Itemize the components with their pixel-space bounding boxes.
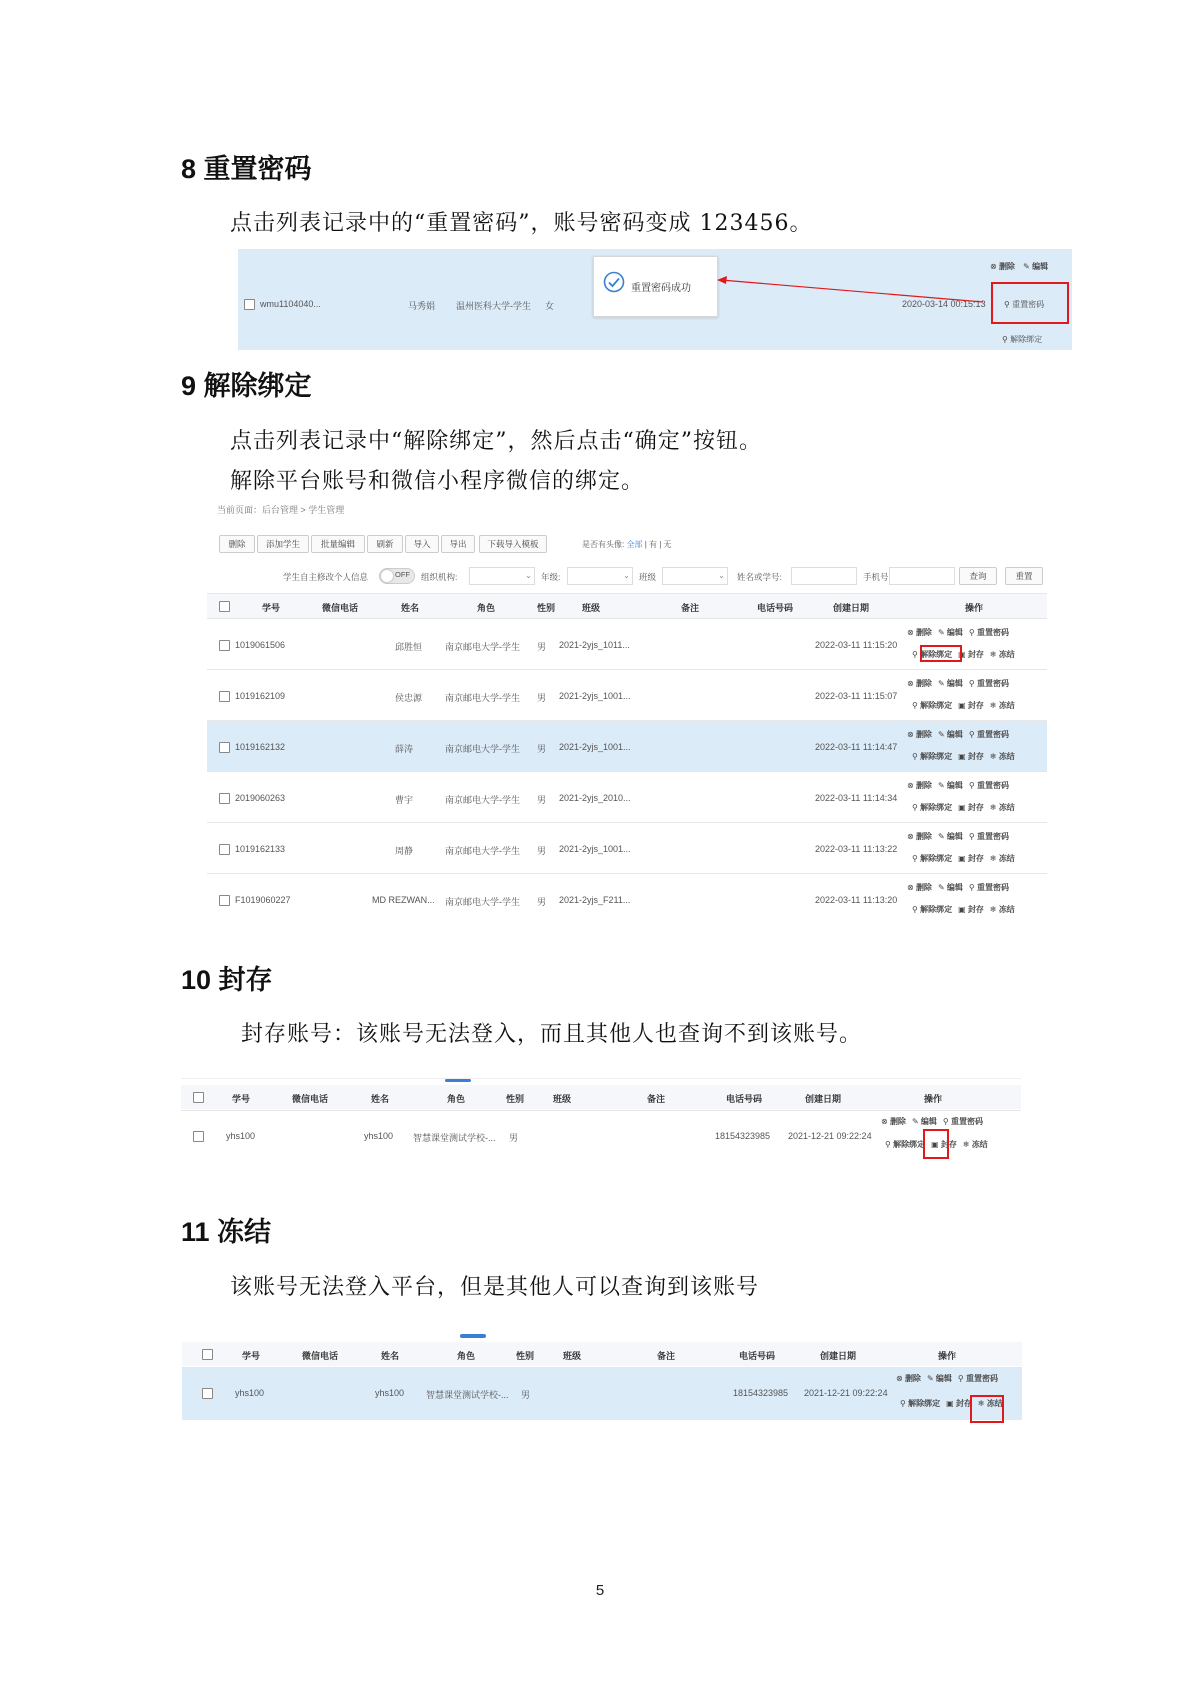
col-remark: 备注: [657, 1351, 676, 1361]
table-row[interactable]: [181, 1110, 1021, 1163]
cell-date: 2022-03-11 11:15:07: [815, 691, 898, 701]
edit-action[interactable]: ✎ 编辑: [926, 1374, 952, 1383]
col-phone: 电话号码: [739, 1351, 776, 1361]
org-label: 组织机构:: [421, 572, 458, 582]
phone-label: 手机号: [863, 572, 889, 582]
chevron-down-icon: ⌄: [623, 571, 632, 580]
select-all-checkbox[interactable]: [193, 1092, 204, 1103]
table-header: [182, 1342, 1022, 1366]
cell-class: 2021-2yjs_1001...: [559, 844, 631, 854]
highlight-box: [991, 282, 1069, 324]
col-phone: 电话号码: [757, 603, 794, 613]
col-gender: 性别: [506, 1094, 525, 1104]
cell-role: 智慧课堂测试学校-...: [426, 1390, 509, 1400]
row-checkbox[interactable]: [219, 691, 230, 702]
avatar-filter-none[interactable]: 无: [663, 540, 672, 549]
row-operations-bottom: [912, 904, 1021, 915]
toolbar-batch-edit-button[interactable]: 批量编辑: [311, 535, 365, 553]
cell-role: 南京邮电大学-学生: [445, 897, 520, 907]
edit-action[interactable]: ✎ 编辑: [937, 781, 963, 790]
table-row[interactable]: [207, 618, 1047, 670]
toggle-fragment: [445, 1079, 471, 1082]
paragraph-archive: 封存账号：该账号无法登入，而且其他人也查询不到该账号。: [241, 1022, 863, 1047]
col-date: 创建日期: [820, 1351, 857, 1361]
col-wx-phone: 微信电话: [302, 1351, 339, 1361]
col-class: 班级: [553, 1094, 572, 1104]
highlight-box: [923, 1129, 949, 1159]
row-checkbox[interactable]: [202, 1388, 213, 1399]
delete-action[interactable]: ⊗ 删除: [907, 781, 932, 790]
cell-id: 1019162109: [235, 691, 286, 701]
reset-password-action[interactable]: ⚲ 重置密码: [957, 1374, 998, 1383]
edit-action[interactable]: ✎ 编辑: [937, 730, 963, 739]
row-operations-bottom: [912, 700, 1021, 711]
chevron-down-icon: ⌄: [525, 571, 534, 580]
row-operations-bottom: [912, 751, 1021, 762]
cell-role: 南京邮电大学-学生: [445, 846, 520, 856]
archive-action[interactable]: ▣ 封存: [958, 905, 984, 914]
phone-input[interactable]: [889, 567, 955, 585]
table-row[interactable]: [182, 1367, 1022, 1420]
row-operations-top: [907, 627, 1015, 638]
toggle-fragment: [460, 1334, 486, 1338]
table-row[interactable]: [207, 669, 1047, 721]
row-operations-top: [907, 678, 1015, 689]
class-label: 班级: [639, 572, 657, 582]
row-operations-bottom: [912, 802, 1021, 813]
cell-date: 2022-03-11 11:15:20: [815, 640, 898, 650]
heading-freeze: 11 冻结: [181, 1217, 272, 1247]
unbind-action[interactable]: ⚲ 解除绑定: [900, 1399, 941, 1408]
cell-id: yhs100: [235, 1388, 265, 1398]
col-class: 班级: [582, 603, 601, 613]
name-id-input[interactable]: [791, 567, 857, 585]
cell-date: 2022-03-11 11:14:34: [815, 793, 898, 803]
table-header: [207, 593, 1047, 618]
delete-action[interactable]: ⊗ 删除: [881, 1117, 906, 1126]
breadcrumb: 当前页面：后台管理 > 学生管理: [217, 505, 345, 515]
cell-date: 2021-12-21 09:22:24: [804, 1388, 888, 1398]
grade-select[interactable]: [567, 567, 633, 585]
edit-action[interactable]: ✎ 编辑: [937, 883, 963, 892]
row-operations-top: [907, 780, 1015, 791]
cell-name: 曹宇: [395, 795, 414, 805]
screenshot-reset-password: [238, 249, 1072, 350]
row-operations-bottom: [912, 853, 1021, 864]
col-id: 学号: [232, 1094, 251, 1104]
edit-action[interactable]: ✎ 编辑: [937, 679, 963, 688]
archive-action[interactable]: ▣ 封存: [958, 854, 984, 863]
cell-date: 2020-03-14 00:15:13: [902, 299, 986, 309]
cell-name: yhs100: [364, 1131, 394, 1141]
row-operations-top: [907, 729, 1015, 740]
row-checkbox[interactable]: [219, 742, 230, 753]
cell-role: 南京邮电大学-学生: [445, 795, 520, 805]
reset-password-action[interactable]: ⚲ 重置密码: [968, 730, 1009, 739]
freeze-action[interactable]: ❄ 冻结: [977, 1399, 1003, 1408]
paragraph-reset-password: 点击列表记录中的“重置密码”，账号密码变成 123456。: [230, 211, 813, 236]
avatar-filter-has[interactable]: 有: [649, 540, 657, 549]
cell-gender: 男: [537, 795, 547, 805]
toolbar-add-student-button[interactable]: 添加学生: [257, 535, 309, 553]
edit-action[interactable]: ✎ 编辑: [937, 628, 963, 637]
toolbar-import-button[interactable]: 导入: [405, 535, 439, 553]
cell-class: 2021-2yjs_F211...: [559, 895, 631, 905]
col-wx-phone: 微信电话: [322, 603, 359, 613]
col-class: 班级: [563, 1351, 582, 1361]
page-number: 5: [595, 1582, 605, 1599]
paragraph-unbind-1: 点击列表记录中“解除绑定”，然后点击“确定”按钮。: [230, 429, 762, 454]
cell-gender: 男: [521, 1390, 531, 1400]
cell-class: 2021-2yjs_2010...: [559, 793, 631, 803]
cell-role: 南京邮电大学-学生: [445, 744, 520, 754]
cell-gender: 女: [545, 301, 555, 311]
avatar-filter-all[interactable]: 全部: [626, 540, 643, 549]
unbind-action[interactable]: ⚲ 解除绑定: [912, 905, 953, 914]
cell-id: 1019162132: [235, 742, 286, 752]
col-role: 角色: [457, 1351, 476, 1361]
cell-date: 2021-12-21 09:22:24: [788, 1131, 872, 1141]
cell-id: 2019060263: [235, 793, 286, 803]
delete-action[interactable]: ⊗ 删除: [907, 730, 932, 739]
select-all-checkbox[interactable]: [219, 601, 230, 612]
highlight-box: [920, 645, 962, 662]
cell-name: 薛涛: [395, 744, 414, 754]
col-name: 姓名: [371, 1094, 390, 1104]
archive-action[interactable]: ▣ 封存: [958, 803, 984, 812]
avatar-filter: 是否有头像: 全部 | 有 | 无: [582, 540, 672, 549]
cell-gender: 男: [537, 744, 547, 754]
cell-gender: 男: [537, 693, 547, 703]
cell-gender: 男: [537, 846, 547, 856]
cell-id: 1019061506: [235, 640, 286, 650]
grade-label: 年级:: [541, 572, 561, 582]
freeze-action[interactable]: ❄ 冻结: [989, 905, 1015, 914]
col-remark: 备注: [681, 603, 700, 613]
toolbar-delete-button[interactable]: 删除: [219, 535, 255, 553]
paragraph-unbind-2: 解除平台账号和微信小程序微信的绑定。: [230, 469, 645, 494]
col-name: 姓名: [401, 603, 420, 613]
cell-role: 温州医科大学-学生: [456, 301, 531, 311]
row-checkbox[interactable]: [219, 895, 230, 906]
cell-id: 1019162133: [235, 844, 286, 854]
toolbar-download-template-button[interactable]: 下载导入模板: [479, 535, 547, 553]
chevron-down-icon: ⌄: [718, 571, 727, 580]
freeze-action[interactable]: ❄ 冻结: [989, 803, 1015, 812]
name-id-label: 姓名或学号:: [737, 572, 782, 582]
cell-gender: 男: [509, 1133, 519, 1143]
unbind-action[interactable]: ⚲ 解除绑定: [912, 650, 953, 659]
toolbar-refresh-button[interactable]: 刷新: [367, 535, 403, 553]
unbind-action[interactable]: ⚲ 解除绑定: [912, 752, 953, 761]
self-edit-label: 学生自主修改个人信息: [283, 572, 369, 582]
col-date: 创建日期: [805, 1094, 842, 1104]
row-operations-top: [907, 831, 1015, 842]
unbind-action[interactable]: ⚲ 解除绑定: [912, 854, 953, 863]
delete-action[interactable]: ⊗ 删除: [907, 628, 932, 637]
delete-action[interactable]: ⊗ 删除: [990, 262, 1015, 271]
unbind-action[interactable]: ⚲ 解除绑定: [912, 803, 953, 812]
col-ops: 操作: [924, 1094, 943, 1104]
archive-action[interactable]: ▣ 封存: [931, 1140, 957, 1149]
col-ops: 操作: [938, 1351, 957, 1361]
table-header: [181, 1085, 1021, 1109]
toast-text: 重置密码成功: [631, 283, 691, 294]
reset-password-action[interactable]: ⚲ 重置密码: [968, 628, 1009, 637]
freeze-action[interactable]: ❄ 冻结: [962, 1140, 988, 1149]
col-date: 创建日期: [833, 603, 870, 613]
unbind-action[interactable]: ⚲ 解除绑定: [1002, 335, 1043, 344]
cell-date: 2022-03-11 11:14:47: [815, 742, 898, 752]
col-name: 姓名: [381, 1351, 400, 1361]
heading-unbind: 9 解除绑定: [181, 371, 312, 401]
archive-action[interactable]: ▣ 封存: [958, 650, 984, 659]
delete-action[interactable]: ⊗ 删除: [907, 679, 932, 688]
cell-class: 2021-2yjs_1001...: [559, 691, 631, 701]
col-gender: 性别: [537, 603, 556, 613]
table-row[interactable]: [207, 873, 1047, 925]
cell-date: 2022-03-11 11:13:20: [815, 895, 898, 905]
table-row[interactable]: [207, 822, 1047, 874]
row-checkbox[interactable]: [193, 1131, 204, 1142]
reset-password-action[interactable]: ⚲ 重置密码: [942, 1117, 983, 1126]
reset-password-action[interactable]: ⚲ 重置密码: [968, 781, 1009, 790]
cell-gender: 男: [537, 642, 547, 652]
cell-name: 马秀娟: [408, 301, 436, 311]
delete-action[interactable]: ⊗ 删除: [896, 1374, 921, 1383]
reset-password-action[interactable]: ⚲ 重置密码: [968, 883, 1009, 892]
col-ops: 操作: [965, 603, 984, 613]
annotation-arrow: [238, 249, 1072, 350]
heading-reset-password: 8 重置密码: [181, 154, 312, 184]
edit-action[interactable]: ✎ 编辑: [1023, 262, 1049, 271]
freeze-action[interactable]: ❄ 冻结: [989, 650, 1015, 659]
reset-password-action[interactable]: ⚲ 重置密码: [1004, 300, 1045, 309]
paragraph-freeze: 该账号无法登入平台，但是其他人可以查询到该账号: [230, 1275, 760, 1300]
col-remark: 备注: [647, 1094, 666, 1104]
col-role: 角色: [477, 603, 496, 613]
cell-id: yhs100: [226, 1131, 256, 1141]
cell-phone: 18154323985: [733, 1388, 789, 1398]
cell-name: 侯忠源: [395, 693, 423, 703]
edit-action[interactable]: ✎ 编辑: [911, 1117, 937, 1126]
delete-action[interactable]: ⊗ 删除: [907, 832, 932, 841]
table-row[interactable]: [207, 771, 1047, 823]
freeze-action[interactable]: ❄ 冻结: [989, 701, 1015, 710]
row-checkbox[interactable]: [219, 844, 230, 855]
cell-role: 智慧课堂测试学校-...: [413, 1133, 496, 1143]
screenshot-archive: [181, 1078, 1021, 1177]
row-checkbox[interactable]: [219, 640, 230, 651]
row-operations-top: [896, 1373, 1004, 1384]
col-wx-phone: 微信电话: [292, 1094, 329, 1104]
org-select[interactable]: [469, 567, 535, 585]
cell-name: 邱胜恒: [395, 642, 423, 652]
col-phone: 电话号码: [726, 1094, 763, 1104]
heading-archive: 10 封存: [181, 965, 273, 995]
col-gender: 性别: [516, 1351, 535, 1361]
col-id: 学号: [262, 603, 281, 613]
cell-id: F1019060227: [235, 895, 291, 905]
cell-role: 南京邮电大学-学生: [445, 693, 520, 703]
freeze-action[interactable]: ❄ 冻结: [989, 854, 1015, 863]
toolbar-export-button[interactable]: 导出: [441, 535, 475, 553]
screenshot-student-management: [207, 503, 1047, 931]
table-row[interactable]: [207, 720, 1047, 772]
screenshot-freeze: [182, 1334, 1022, 1432]
freeze-action[interactable]: ❄ 冻结: [989, 752, 1015, 761]
delete-action[interactable]: ⊗ 删除: [907, 883, 932, 892]
archive-action[interactable]: ▣ 封存: [958, 701, 984, 710]
col-id: 学号: [242, 1351, 261, 1361]
cell-name: yhs100: [375, 1388, 405, 1398]
self-edit-toggle[interactable]: OFF: [379, 568, 415, 584]
edit-action[interactable]: ✎ 编辑: [937, 832, 963, 841]
class-select[interactable]: [662, 567, 728, 585]
cell-name: 周静: [395, 846, 414, 856]
col-role: 角色: [447, 1094, 466, 1104]
archive-action[interactable]: ▣ 封存: [946, 1399, 972, 1408]
cell-role: 南京邮电大学-学生: [445, 642, 520, 652]
reset-password-action[interactable]: ⚲ 重置密码: [968, 832, 1009, 841]
row-operations: [990, 261, 1054, 272]
cell-class: 2021-2yjs_1001...: [559, 742, 631, 752]
unbind-action[interactable]: ⚲ 解除绑定: [912, 701, 953, 710]
cell-class: 2021-2yjs_1011...: [559, 640, 630, 650]
reset-password-action[interactable]: ⚲ 重置密码: [968, 679, 1009, 688]
highlight-box: [970, 1395, 1004, 1423]
select-all-checkbox[interactable]: [202, 1349, 213, 1360]
row-operations-top: [881, 1116, 989, 1127]
cell-phone: 18154323985: [715, 1131, 771, 1141]
reset-filter-button[interactable]: 重置: [1005, 567, 1043, 585]
cell-wx-phone: MD REZWAN...: [372, 895, 435, 905]
archive-action[interactable]: ▣ 封存: [958, 752, 984, 761]
search-button[interactable]: 查询: [959, 567, 997, 585]
unbind-action[interactable]: ⚲ 解除绑定: [885, 1140, 926, 1149]
cell-gender: 男: [537, 897, 547, 907]
cell-id: wmu1104040...: [260, 299, 321, 309]
row-operations-top: [907, 882, 1015, 893]
cell-date: 2022-03-11 11:13:22: [815, 844, 898, 854]
row-checkbox[interactable]: [219, 793, 230, 804]
